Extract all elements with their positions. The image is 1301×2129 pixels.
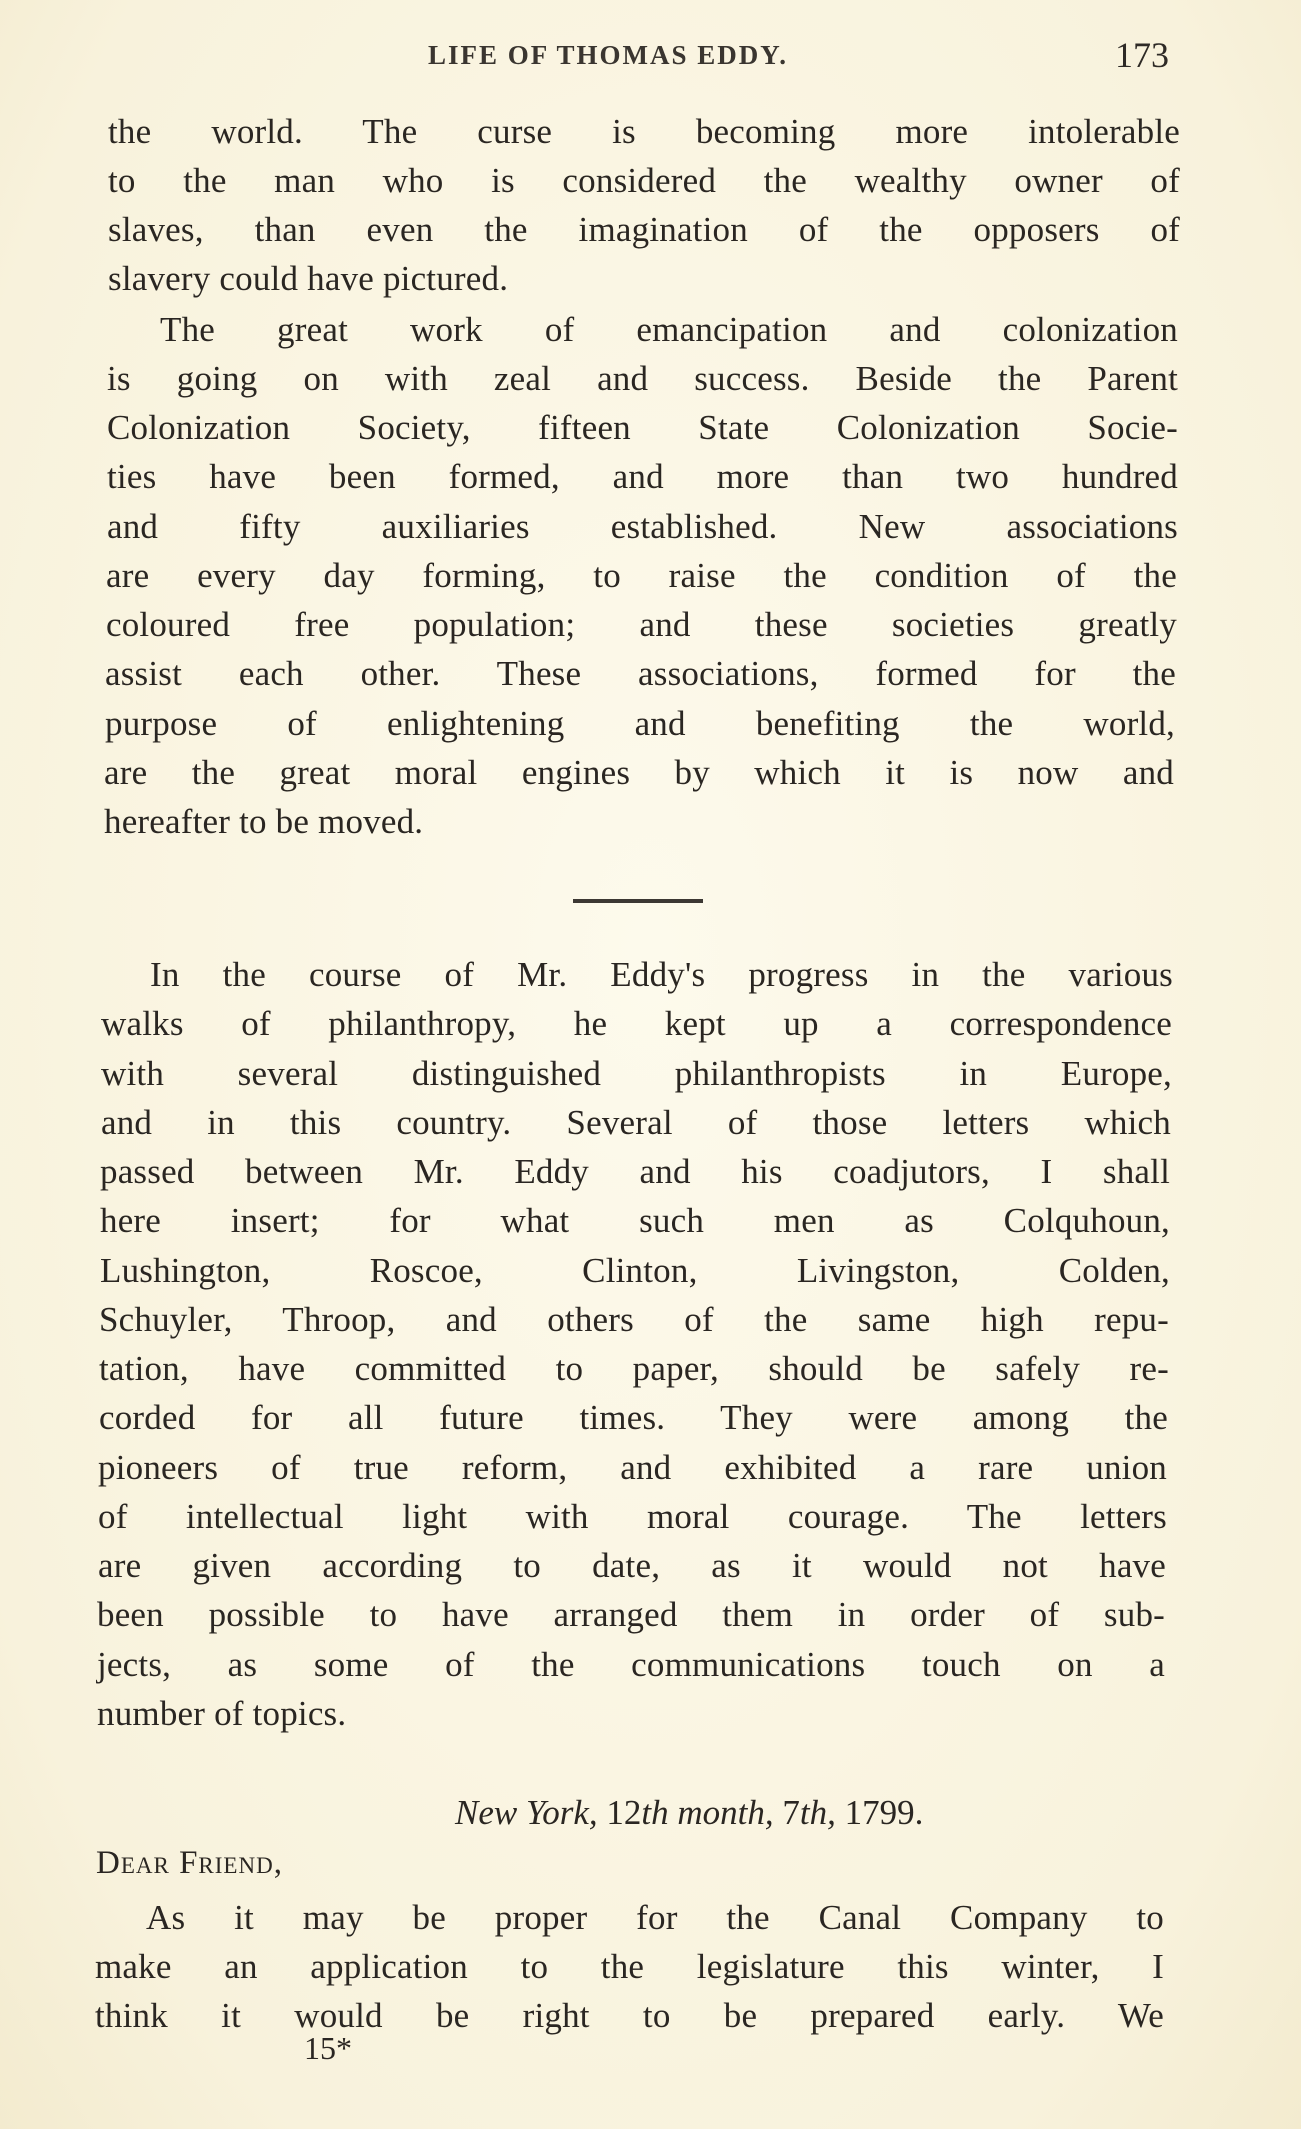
dateline-date-num: 7 — [782, 1793, 800, 1832]
letter-dateline — [455, 1793, 923, 1833]
text-line: pioneers of true reform, and exhibited a rare union — [98, 1448, 1167, 1487]
text-line: As it may be proper for the Canal Company to — [146, 1898, 1164, 1937]
text-line: is going on with zeal and success. Beside the Parent — [107, 359, 1178, 398]
text-line: are every day forming, to raise the condition of the — [106, 556, 1177, 595]
dateline-place: New York, — [455, 1793, 598, 1832]
running-head: LIFE OF THOMAS EDDY. — [428, 40, 789, 70]
signature-mark: 15* — [304, 2030, 352, 2066]
text-line: slaves, than even the imagination of the opposers of — [108, 210, 1180, 249]
text-line: walks of philanthropy, he kept up a correspondence — [101, 1004, 1172, 1043]
text-line: of intellectual light with moral courage. The letters — [98, 1497, 1167, 1536]
text-line: assist each other. These associations, formed for the — [105, 654, 1176, 693]
text-line: purpose of enlightening and benefiting the world, — [105, 704, 1175, 743]
page-number: 173 — [1115, 35, 1169, 75]
text-line: hereafter to be moved. — [104, 802, 424, 841]
text-line: number of topics. — [97, 1694, 347, 1733]
dateline-year: 1799. — [844, 1793, 924, 1832]
text-line: Colonization Society, fifteen State Colonization Socie- — [107, 408, 1178, 447]
letter-salutation: Dear Friend, — [96, 1845, 283, 1881]
text-line: jects, as some of the communications touch on a — [97, 1645, 1165, 1684]
text-line: are given according to date, as it would not have — [98, 1546, 1166, 1585]
dateline-day-suffix: th — [641, 1793, 669, 1832]
dateline-month: month, — [677, 1793, 774, 1832]
text-line: here insert; for what such men as Colquhoun, — [100, 1201, 1170, 1240]
text-line: to the man who is considered the wealthy owner of — [108, 161, 1180, 200]
text-line: make an application to the legislature this winter, I — [95, 1947, 1164, 1986]
text-line: In the course of Mr. Eddy's progress in the various — [150, 955, 1173, 994]
text-line: ties have been formed, and more than two hundred — [107, 457, 1178, 496]
dateline-day-num: 12 — [606, 1793, 642, 1832]
text-line: Schuyler, Throop, and others of the same high repu- — [99, 1300, 1169, 1339]
text-line: tation, have committed to paper, should be safely re- — [99, 1349, 1169, 1388]
text-line: with several distinguished philanthropists in Europe, — [101, 1054, 1172, 1093]
text-line: are the great moral engines by which it is now and — [104, 753, 1174, 792]
text-line: slavery could have pictured. — [108, 259, 509, 298]
text-line: The great work of emancipation and colonization — [160, 310, 1178, 349]
text-line: think it would be right to be prepared early. We — [95, 1996, 1164, 2035]
dateline-date-suffix: th, — [799, 1793, 836, 1832]
text-line: passed between Mr. Eddy and his coadjutors, I shall — [100, 1152, 1170, 1191]
text-line: corded for all future times. They were among the — [99, 1398, 1168, 1437]
text-line: coloured free population; and these societies greatly — [106, 605, 1177, 644]
section-divider — [573, 899, 703, 903]
text-line: and in this country. Several of those letters which — [101, 1103, 1171, 1142]
text-line: the world. The curse is becoming more intolerable — [108, 112, 1180, 151]
text-line: Lushington, Roscoe, Clinton, Livingston, Colden, — [100, 1251, 1170, 1290]
text-line: been possible to have arranged them in order of sub- — [97, 1595, 1165, 1634]
text-line: and fifty auxiliaries established. New associations — [107, 507, 1178, 546]
